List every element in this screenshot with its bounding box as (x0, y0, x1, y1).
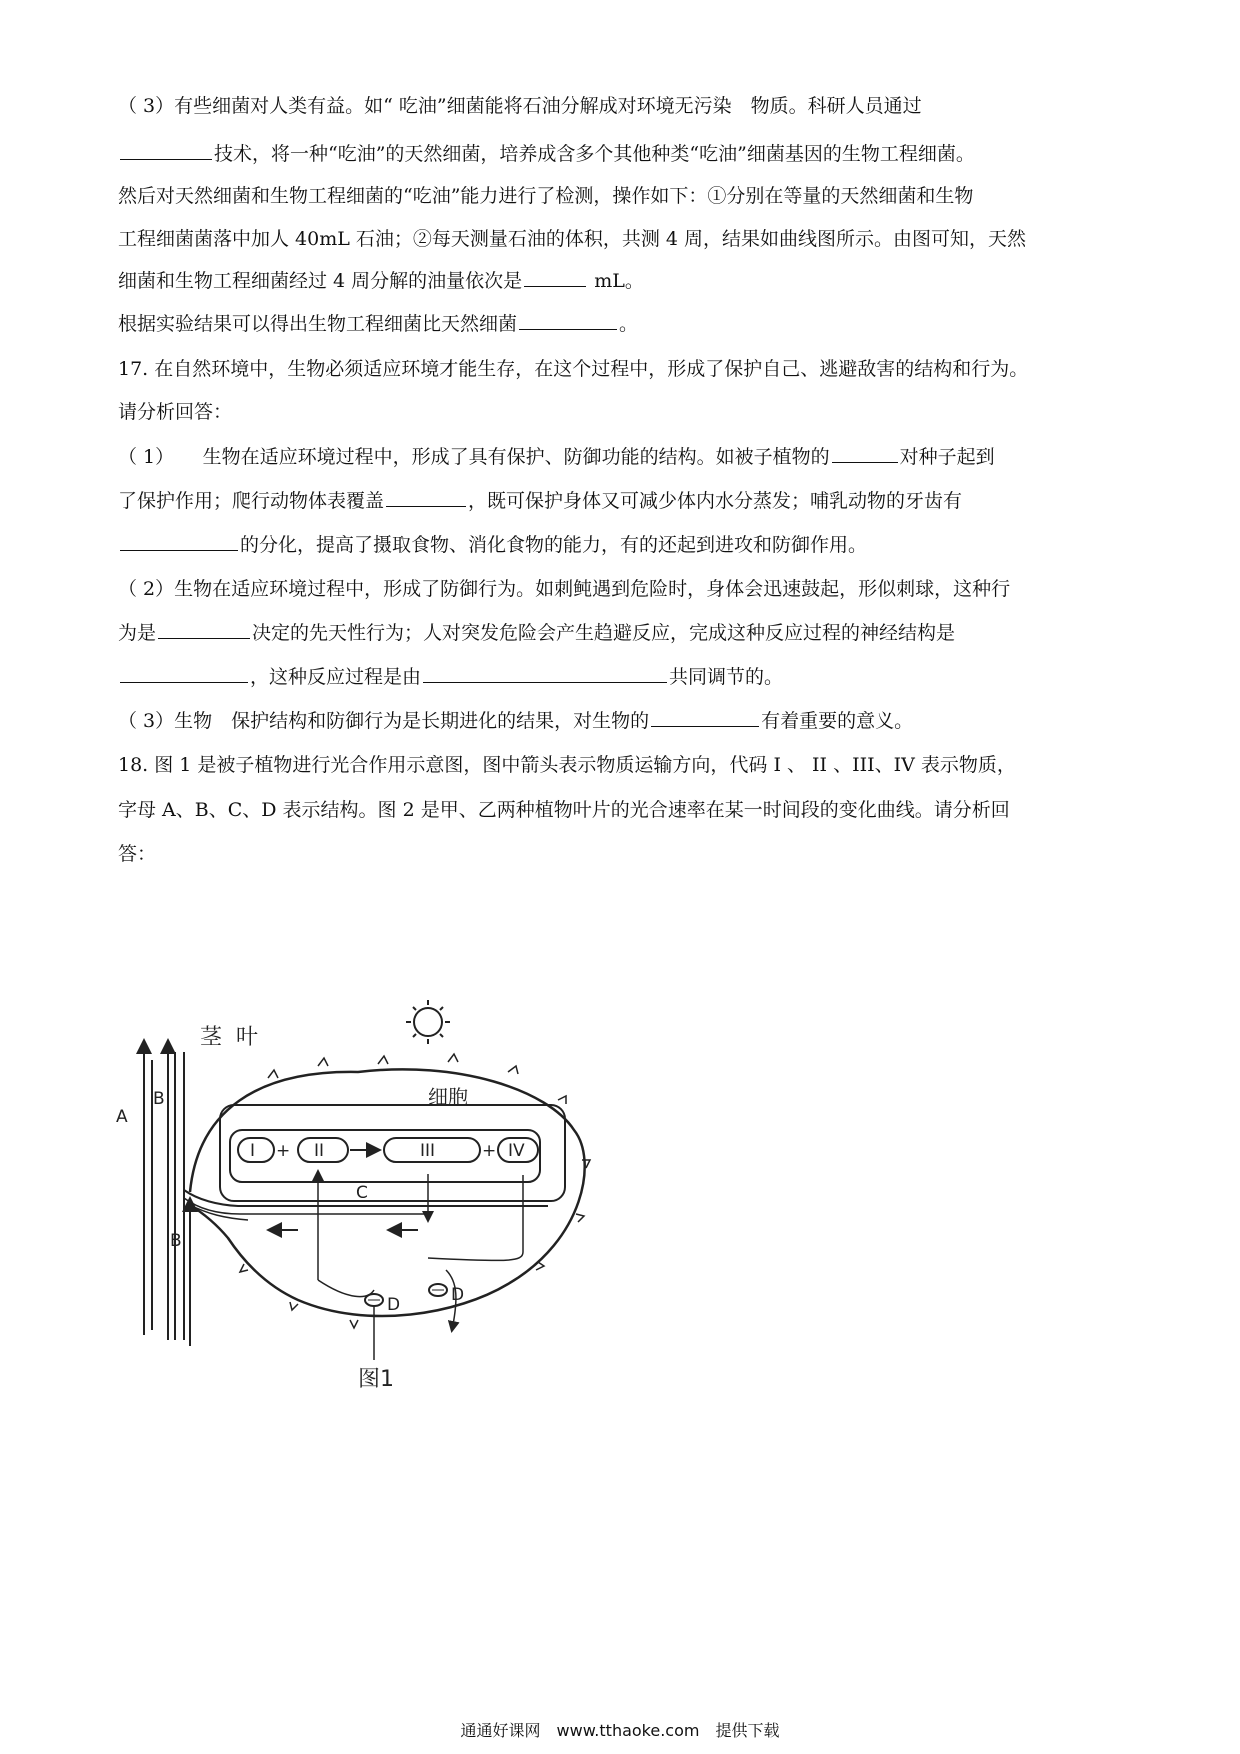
q16-line-2 (118, 140, 975, 168)
label-substance-IV: IV (508, 1141, 525, 1161)
label-C: C (356, 1183, 368, 1203)
answer-blank[interactable] (519, 311, 617, 330)
q16-line-5 (118, 267, 644, 295)
stoma-D2 (429, 1284, 447, 1296)
sun-icon (406, 1000, 450, 1044)
q16-line-3: 然后对天然细菌和生物工程细菌的“吃油”能力进行了检测，操作如下：①分别在等量的天然细菌和生物 (118, 185, 974, 207)
q17-p1-line-2 (118, 487, 962, 515)
q17-p1-text-d: ，既可保护身体又可减少体内水分蒸发；哺乳动物的牙齿有 (468, 490, 963, 512)
answer-blank[interactable] (158, 620, 250, 639)
q18-line-3: 答： (118, 843, 157, 865)
answer-blank[interactable] (524, 268, 586, 287)
q17-p1-line-1 (118, 443, 995, 471)
q17-p2-text-b: 决定的先天性行为；人对突发危险会产生趋避反应，完成这种反应过程的神经结构是 (252, 622, 956, 644)
q17-p2-line-1: （ 2）生物在适应环境过程中，形成了防御行为。如刺鲀遇到危险时，身体会迅速鼓起，形似刺球，这种行 (118, 578, 1011, 600)
answer-blank[interactable] (832, 444, 898, 463)
q17-p3-line (118, 707, 913, 735)
q17-p3-text-a: （ 3）生物 保护结构和防御行为是长期进化的结果，对生物的 (118, 710, 650, 732)
q17-p2-text-d: 共同调节的。 (669, 666, 784, 688)
q17-line-1: 17. 在自然环境中，生物必须适应环境才能生存，在这个过程中，形成了保护自己、逃避敌害的结构和行为。 (118, 358, 1029, 380)
q17-p1-text-e: 的分化，提高了摄取食物、消化食物的能力，有的还起到进攻和防御作用。 (240, 534, 868, 556)
label-plus-2: + (482, 1141, 497, 1161)
answer-blank[interactable] (423, 664, 667, 683)
label-A: A (116, 1107, 128, 1127)
page-footer: 通通好课网 www.tthaoke.com 提供下载 (460, 1721, 780, 1740)
label-substance-II: II (314, 1141, 325, 1161)
q16-line-1: （ 3）有些细菌对人类有益。如“ 吃油”细菌能将石油分解成对环境无污染 物质。科研人员通过 (118, 95, 922, 117)
q17-p1-text-b: 对种子起到 (899, 446, 995, 468)
q17-p2-line-3 (118, 663, 783, 691)
leaf-outline (190, 1069, 585, 1316)
answer-blank[interactable] (120, 532, 238, 551)
photosynthesis-diagram (116, 1000, 688, 1392)
label-plus-1: + (276, 1141, 291, 1161)
substance-I (238, 1138, 274, 1162)
answer-blank[interactable] (386, 488, 466, 507)
q17-p3-text-b: 有着重要的意义。 (761, 710, 914, 732)
q17-p1-text-c: 了保护作用；爬行动物体表覆盖 (118, 490, 385, 512)
q16-line-6-end: 。 (619, 313, 639, 335)
figure-caption: 图1 (358, 1367, 394, 1392)
label-B-top: B (153, 1089, 165, 1109)
stoma-D1 (365, 1294, 383, 1360)
q17-p2-line-2 (118, 619, 955, 647)
q18-line-1: 18. 图 1 是被子植物进行光合作用示意图，图中箭头表示物质运输方向，代码 I 、 II 、III、IV 表示物质， (118, 754, 1016, 776)
stem (144, 1042, 190, 1346)
answer-blank[interactable] (120, 141, 212, 160)
q18-line-2: 字母 A、B、C、D 表示结构。图 2 是甲、乙两种植物叶片的光合速率在某一时间段的变化曲线。请分析回 (118, 799, 1010, 821)
label-stem: 茎 (200, 1025, 223, 1050)
q17-p1-text-a: （ 1） 生物在适应环境过程中，形成了具有保护、防御功能的结构。如被子植物的 (118, 446, 830, 468)
q17-p2-text-a: 为是 (118, 622, 157, 644)
q17-line-2: 请分析回答： (118, 401, 233, 423)
label-cell: 细胞 (428, 1085, 468, 1109)
answer-blank[interactable] (651, 708, 759, 727)
label-D1: D (387, 1295, 401, 1315)
q16-line-6-text: 根据实验结果可以得出生物工程细菌比天然细菌 (118, 313, 518, 335)
label-substance-I: I (250, 1141, 256, 1161)
label-leaf: 叶 (236, 1025, 259, 1050)
q17-p2-text-c: ，这种反应过程是由 (250, 666, 422, 688)
q16-line-4: 工程细菌菌落中加人 40mL 石油；②每天测量石油的体积，共测 4 周，结果如曲线图所示。由图可知，天然 (118, 228, 1027, 250)
label-B-bottom: B (170, 1231, 182, 1251)
q16-line-6 (118, 310, 638, 338)
answer-blank[interactable] (120, 664, 248, 683)
q16-line-2-text: 技术，将一种“吃油”的天然细菌，培养成含多个其他种类“吃油”细菌基因的生物工程细菌。 (214, 143, 975, 165)
q16-line-5-text: 细菌和生物工程细菌经过 4 周分解的油量依次是 (118, 270, 523, 292)
q16-line-5-unit: mL。 (588, 270, 644, 292)
q17-p1-line-3 (118, 531, 867, 559)
label-substance-III: III (420, 1141, 436, 1161)
label-D2: D (451, 1285, 465, 1305)
